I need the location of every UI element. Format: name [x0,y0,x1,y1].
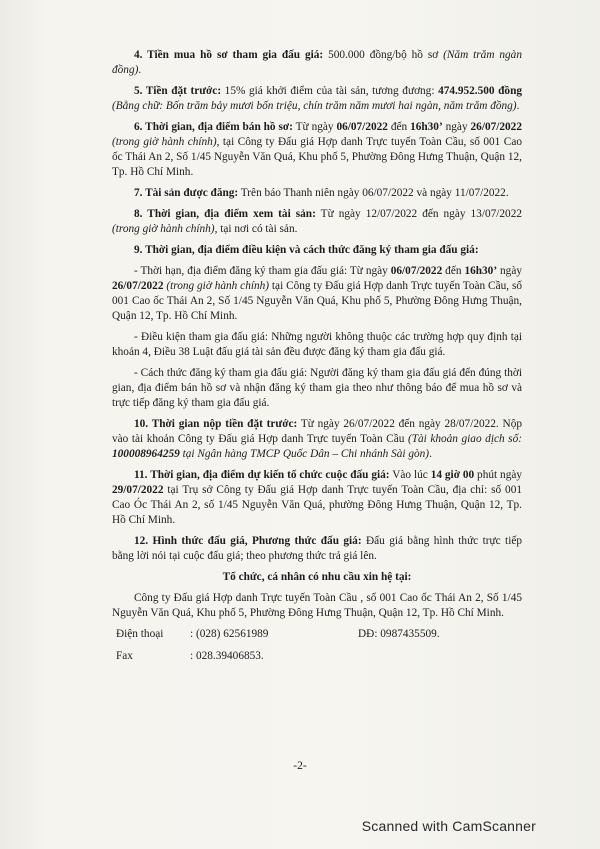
item-11-auction-time: 11. Thời gian, địa điểm dự kiến tổ chức cuộc đấu giá: Vào lúc 14 giờ 00 phút ngày 29/07/2022 tại Trụ sở Công ty Đấu giá Hợp danh Trực tuyến Toàn Cầu, địa chỉ: số 001 Cao Óc Thái An 2, số 1/45 Nguyễn Văn Quá, phường Đông Hưng Thuận, Quận 12, Tp. Hồ Chí Minh. [112,469,523,526]
item-12-auction-form: 12. Hình thức đấu giá, Phương thức đấu giá: Đấu giá bằng hình thức trực tiếp bằng lời nói tại cuộc đấu giá; theo phương thức trả giá lên. [112,535,522,562]
mobile-value: DĐ: 0987435509. [358,628,440,640]
item-9-method: - Cách thức đăng ký tham gia đấu giá: Người đăng ký tham gia đấu giá đến đúng thời gian, địa điểm bán hồ sơ và nhận đăng ký tham gia theo như thông báo để mua hồ sơ và trực tiếp đăng ký tham gia đấu giá. [112,367,522,409]
fax-value: : 028.39406853. [190,650,264,662]
fax-label: Fax [116,650,133,662]
item-9-conditions: - Điều kiện tham gia đấu giá: Những người không thuộc các trường hợp quy định tại khoản 4, Điều 38 Luật đấu giá tài sản đều được đăng ký tham gia đấu giá. [112,331,522,358]
item-4-dossier-fee: 4. Tiền mua hồ sơ tham gia đấu giá: 500.000 đồng/bộ hồ sơ (Năm trăm ngàn đồng). [112,49,522,76]
item-6-dossier-sale: 6. Thời gian, địa điểm bán hồ sơ: Từ ngày 06/07/2022 đến 16h30’ ngày 26/07/2022 (trong giờ hành chính), tại Công ty Đấu giá Hợp danh Trực tuyến Toàn Cầu, số 001 Cao ốc Thái An 2, Số 1/45 Nguyễn Văn Quá, Khu phố 5, Phường Đông Hưng Thuận, Quận 12, Tp. Hồ Chí Minh. [112,121,522,178]
contact-phone-row [112,627,522,643]
document-body [112,48,522,665]
contact-heading: Tổ chức, cá nhân có nhu cầu xin hệ tại: [222,571,412,583]
item-5-deposit: 5. Tiền đặt trước: 15% giá khởi điểm của tài sản, tương đương: 474.952.500 đồng (Bằng chữ: Bốn trăm bảy mươi bốn triệu, chín trăm năm mươi hai ngàn, năm trăm đồng). [112,85,522,112]
item-9-registration-deadline: - Thời hạn, địa điểm đăng ký tham gia đấu giá: Từ ngày 06/07/2022 đến 16h30’ ngày 26/07/2022 (trong giờ hành chính) tại Công ty Đấu giá Hợp danh Trực tuyến Toàn Cầu, số 001 Cao ốc Thái An 2, Số 1/45 Nguyễn Văn Quá, Khu phố 5, Phường Đông Hưng Thuận, Quận 12, Tp. Hồ Chí Minh. [112,265,522,322]
contact-address: Công ty Đấu giá Hợp danh Trực tuyến Toàn Cầu , số 001 Cao ốc Thái An 2, Số 1/45 Nguyễn Văn Quá, Khu phố 5, Phường Đông Hưng Thuận, Quận 12, Tp. Hồ Chí Minh. [112,592,522,619]
camscanner-watermark: Scanned with CamScanner [361,818,536,834]
item-9-heading: 9. Thời gian, địa điểm điều kiện và cách thức đăng ký tham gia đấu giá: [134,244,479,256]
item-10-deposit-payment: 10. Thời gian nộp tiền đặt trước: Từ ngày 26/07/2022 đến ngày 28/07/2022. Nộp vào tài khoản Công ty Đấu giá Hợp danh Trực tuyến Toàn Cầu (Tài khoản giao dịch số: 100008964259 tại Ngân hàng TMCP Quốc Dân – Chi nhánh Sài gòn). [112,418,522,460]
item-8-viewing: 8. Thời gian, địa điểm xem tài sản: Từ ngày 12/07/2022 đến ngày 13/07/2022 (trong giờ hành chính), tại nơi có tài sản. [112,208,522,235]
contact-fax-row [112,649,522,665]
phone-label: Điện thoại [116,628,164,640]
phone-value: : (028) 62561989 [190,628,269,640]
item-7-publication: 7. Tài sản được đăng: Trên báo Thanh niên ngày 06/07/2022 và ngày 11/07/2022. [134,187,509,199]
page-number: -2- [293,760,307,772]
